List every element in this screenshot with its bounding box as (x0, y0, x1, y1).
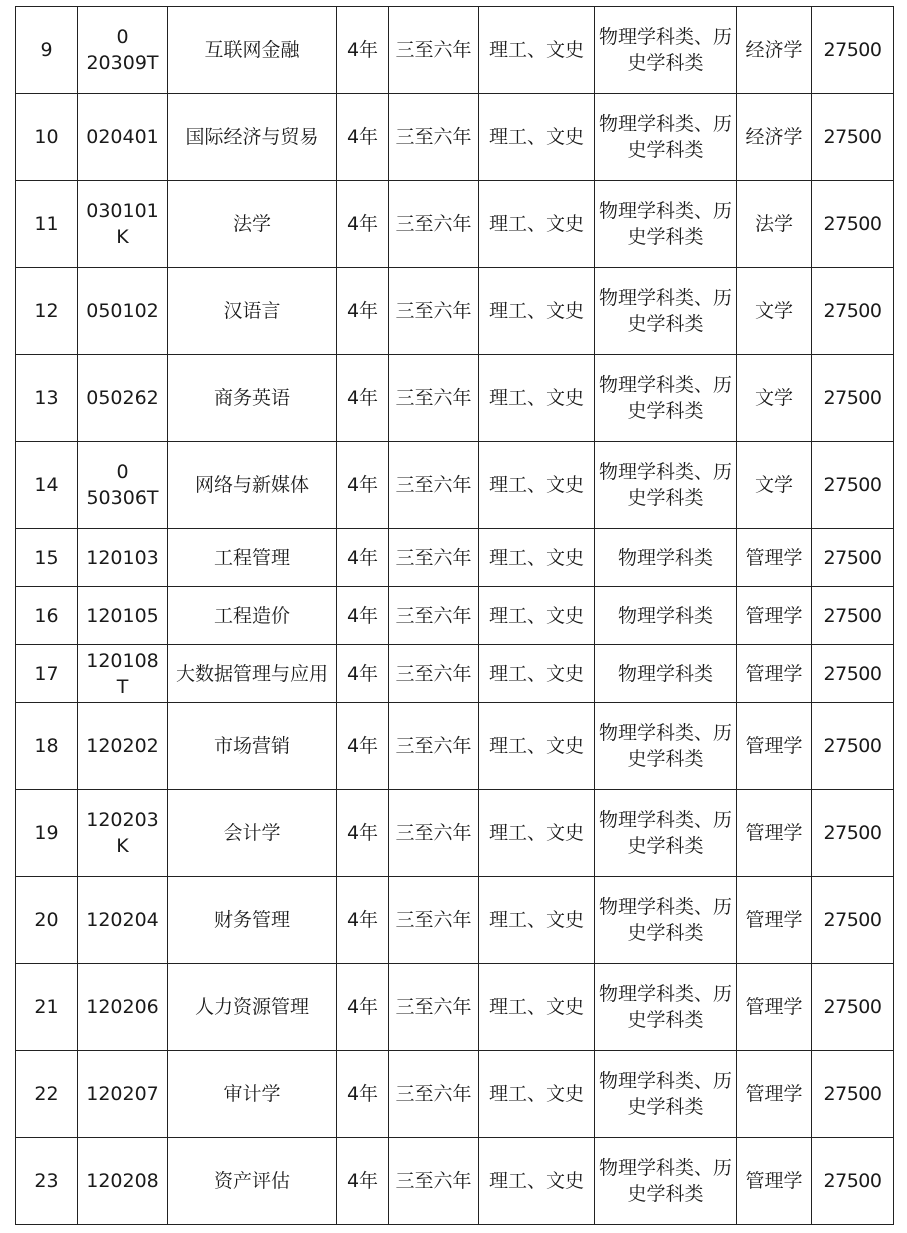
tuition-fee-cell: 27500 (812, 645, 894, 703)
study-years-cell: 三至六年 (389, 94, 479, 181)
table-row (16, 7, 894, 94)
major-name-cell: 工程管理 (168, 529, 337, 587)
tuition-fee-cell: 27500 (812, 703, 894, 790)
duration-cell: 4年 (337, 1051, 389, 1138)
tuition-fee-cell: 27500 (812, 181, 894, 268)
tuition-fee-cell: 27500 (812, 94, 894, 181)
student-type-cell: 理工、文史 (479, 1051, 595, 1138)
major-code-cell: 120202 (78, 703, 168, 790)
student-type-cell: 理工、文史 (479, 645, 595, 703)
study-years-cell: 三至六年 (389, 529, 479, 587)
duration-cell: 4年 (337, 877, 389, 964)
subject-requirement-cell: 物理学科类、历史学科类 (595, 703, 737, 790)
table-row (16, 1051, 894, 1138)
student-type-cell: 理工、文史 (479, 1138, 595, 1225)
major-name-cell: 汉语言 (168, 268, 337, 355)
degree-category-cell: 文学 (737, 355, 812, 442)
duration-cell: 4年 (337, 355, 389, 442)
tuition-fee-cell: 27500 (812, 790, 894, 877)
tuition-fee-cell: 27500 (812, 529, 894, 587)
row-number-cell: 9 (16, 7, 78, 94)
major-code-cell: 0 50306T (78, 442, 168, 529)
subject-requirement-cell: 物理学科类、历史学科类 (595, 964, 737, 1051)
major-name-cell: 市场营销 (168, 703, 337, 790)
degree-category-cell: 管理学 (737, 1138, 812, 1225)
degree-category-cell: 管理学 (737, 790, 812, 877)
row-number-cell: 13 (16, 355, 78, 442)
student-type-cell: 理工、文史 (479, 587, 595, 645)
major-name-cell: 法学 (168, 181, 337, 268)
row-number-cell: 23 (16, 1138, 78, 1225)
table-row (16, 790, 894, 877)
major-code-cell: 050102 (78, 268, 168, 355)
degree-category-cell: 管理学 (737, 703, 812, 790)
tuition-fee-cell: 27500 (812, 7, 894, 94)
subject-requirement-cell: 物理学科类、历史学科类 (595, 1138, 737, 1225)
degree-category-cell: 文学 (737, 268, 812, 355)
major-code-cell: 030101 K (78, 181, 168, 268)
student-type-cell: 理工、文史 (479, 790, 595, 877)
study-years-cell: 三至六年 (389, 964, 479, 1051)
tuition-fee-cell: 27500 (812, 877, 894, 964)
duration-cell: 4年 (337, 442, 389, 529)
study-years-cell: 三至六年 (389, 877, 479, 964)
tuition-fee-cell: 27500 (812, 442, 894, 529)
subject-requirement-cell: 物理学科类 (595, 587, 737, 645)
student-type-cell: 理工、文史 (479, 7, 595, 94)
student-type-cell: 理工、文史 (479, 964, 595, 1051)
study-years-cell: 三至六年 (389, 790, 479, 877)
duration-cell: 4年 (337, 94, 389, 181)
major-name-cell: 财务管理 (168, 877, 337, 964)
major-name-cell: 审计学 (168, 1051, 337, 1138)
study-years-cell: 三至六年 (389, 1051, 479, 1138)
student-type-cell: 理工、文史 (479, 355, 595, 442)
subject-requirement-cell: 物理学科类 (595, 529, 737, 587)
study-years-cell: 三至六年 (389, 181, 479, 268)
table-row (16, 587, 894, 645)
row-number-cell: 17 (16, 645, 78, 703)
row-number-cell: 16 (16, 587, 78, 645)
major-name-cell: 工程造价 (168, 587, 337, 645)
major-name-cell: 商务英语 (168, 355, 337, 442)
study-years-cell: 三至六年 (389, 7, 479, 94)
degree-category-cell: 经济学 (737, 7, 812, 94)
row-number-cell: 14 (16, 442, 78, 529)
degree-category-cell: 法学 (737, 181, 812, 268)
student-type-cell: 理工、文史 (479, 268, 595, 355)
study-years-cell: 三至六年 (389, 268, 479, 355)
major-name-cell: 会计学 (168, 790, 337, 877)
major-code-cell: 020401 (78, 94, 168, 181)
major-name-cell: 国际经济与贸易 (168, 94, 337, 181)
major-code-cell: 0 20309T (78, 7, 168, 94)
duration-cell: 4年 (337, 181, 389, 268)
tuition-fee-cell: 27500 (812, 964, 894, 1051)
subject-requirement-cell: 物理学科类、历史学科类 (595, 790, 737, 877)
row-number-cell: 21 (16, 964, 78, 1051)
major-name-cell: 资产评估 (168, 1138, 337, 1225)
degree-category-cell: 管理学 (737, 964, 812, 1051)
table-row (16, 181, 894, 268)
subject-requirement-cell: 物理学科类、历史学科类 (595, 181, 737, 268)
row-number-cell: 20 (16, 877, 78, 964)
table-body (16, 7, 894, 1225)
table-row (16, 268, 894, 355)
table-row (16, 94, 894, 181)
major-name-cell: 人力资源管理 (168, 964, 337, 1051)
duration-cell: 4年 (337, 587, 389, 645)
row-number-cell: 10 (16, 94, 78, 181)
major-name-cell: 大数据管理与应用 (168, 645, 337, 703)
study-years-cell: 三至六年 (389, 442, 479, 529)
degree-category-cell: 管理学 (737, 587, 812, 645)
study-years-cell: 三至六年 (389, 645, 479, 703)
subject-requirement-cell: 物理学科类、历史学科类 (595, 268, 737, 355)
duration-cell: 4年 (337, 964, 389, 1051)
major-code-cell: 120108 T (78, 645, 168, 703)
study-years-cell: 三至六年 (389, 355, 479, 442)
table-row (16, 355, 894, 442)
major-code-cell: 120206 (78, 964, 168, 1051)
tuition-fee-cell: 27500 (812, 1051, 894, 1138)
tuition-fee-cell: 27500 (812, 1138, 894, 1225)
student-type-cell: 理工、文史 (479, 529, 595, 587)
student-type-cell: 理工、文史 (479, 877, 595, 964)
student-type-cell: 理工、文史 (479, 442, 595, 529)
duration-cell: 4年 (337, 645, 389, 703)
subject-requirement-cell: 物理学科类、历史学科类 (595, 94, 737, 181)
subject-requirement-cell: 物理学科类、历史学科类 (595, 877, 737, 964)
major-code-cell: 120105 (78, 587, 168, 645)
study-years-cell: 三至六年 (389, 703, 479, 790)
major-name-cell: 网络与新媒体 (168, 442, 337, 529)
degree-category-cell: 管理学 (737, 645, 812, 703)
subject-requirement-cell: 物理学科类、历史学科类 (595, 1051, 737, 1138)
major-code-cell: 120207 (78, 1051, 168, 1138)
row-number-cell: 18 (16, 703, 78, 790)
table-row (16, 529, 894, 587)
student-type-cell: 理工、文史 (479, 181, 595, 268)
student-type-cell: 理工、文史 (479, 703, 595, 790)
tuition-fee-cell: 27500 (812, 355, 894, 442)
major-code-cell: 120208 (78, 1138, 168, 1225)
subject-requirement-cell: 物理学科类、历史学科类 (595, 355, 737, 442)
table-row (16, 877, 894, 964)
subject-requirement-cell: 物理学科类、历史学科类 (595, 7, 737, 94)
duration-cell: 4年 (337, 268, 389, 355)
duration-cell: 4年 (337, 790, 389, 877)
duration-cell: 4年 (337, 529, 389, 587)
majors-table (15, 6, 894, 1225)
row-number-cell: 22 (16, 1051, 78, 1138)
major-code-cell: 120204 (78, 877, 168, 964)
duration-cell: 4年 (337, 1138, 389, 1225)
table-row (16, 964, 894, 1051)
duration-cell: 4年 (337, 703, 389, 790)
subject-requirement-cell: 物理学科类、历史学科类 (595, 442, 737, 529)
table-row (16, 703, 894, 790)
student-type-cell: 理工、文史 (479, 94, 595, 181)
row-number-cell: 19 (16, 790, 78, 877)
row-number-cell: 11 (16, 181, 78, 268)
major-name-cell: 互联网金融 (168, 7, 337, 94)
degree-category-cell: 文学 (737, 442, 812, 529)
row-number-cell: 15 (16, 529, 78, 587)
degree-category-cell: 管理学 (737, 877, 812, 964)
table-row (16, 442, 894, 529)
degree-category-cell: 经济学 (737, 94, 812, 181)
major-code-cell: 050262 (78, 355, 168, 442)
major-code-cell: 120103 (78, 529, 168, 587)
study-years-cell: 三至六年 (389, 587, 479, 645)
degree-category-cell: 管理学 (737, 529, 812, 587)
tuition-fee-cell: 27500 (812, 587, 894, 645)
major-code-cell: 120203 K (78, 790, 168, 877)
degree-category-cell: 管理学 (737, 1051, 812, 1138)
row-number-cell: 12 (16, 268, 78, 355)
study-years-cell: 三至六年 (389, 1138, 479, 1225)
table-row (16, 645, 894, 703)
tuition-fee-cell: 27500 (812, 268, 894, 355)
subject-requirement-cell: 物理学科类 (595, 645, 737, 703)
duration-cell: 4年 (337, 7, 389, 94)
table-row (16, 1138, 894, 1225)
